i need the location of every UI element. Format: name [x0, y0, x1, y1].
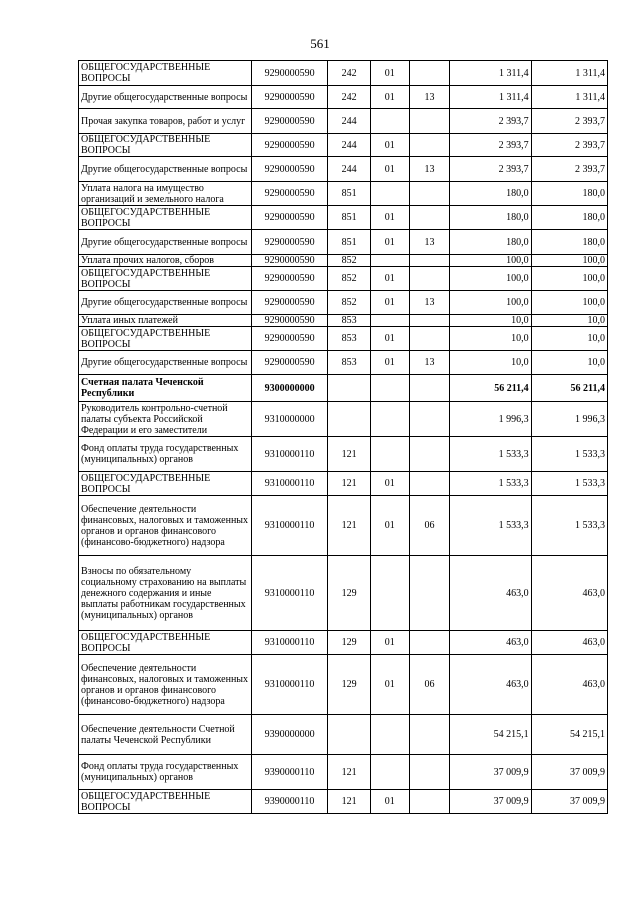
row-subsection-cell: 13 — [409, 157, 450, 182]
row-section-cell — [370, 437, 409, 472]
row-code-cell: 9290000590 — [251, 109, 327, 134]
row-amount-1-cell: 180,0 — [450, 230, 531, 255]
row-code-cell: 9390000000 — [251, 715, 327, 755]
row-section-cell — [370, 556, 409, 631]
row-code-cell: 9290000590 — [251, 182, 327, 206]
row-name-cell: Уплата налога на имущество организаций и земельного налога — [79, 182, 252, 206]
table-row — [79, 472, 608, 496]
row-name-cell: ОБЩЕГОСУДАРСТВЕННЫЕ ВОПРОСЫ — [79, 472, 252, 496]
row-name-cell: ОБЩЕГОСУДАРСТВЕННЫЕ ВОПРОСЫ — [79, 267, 252, 291]
row-section-cell: 01 — [370, 631, 409, 655]
row-expense-type-cell: 121 — [328, 472, 371, 496]
row-amount-1-cell: 463,0 — [450, 556, 531, 631]
row-section-cell: 01 — [370, 496, 409, 556]
row-subsection-cell — [409, 134, 450, 157]
table-row — [79, 437, 608, 472]
row-subsection-cell — [409, 556, 450, 631]
row-amount-1-cell: 1 311,4 — [450, 61, 531, 86]
row-expense-type-cell — [328, 375, 371, 402]
row-name-cell: Другие общегосударственные вопросы — [79, 291, 252, 315]
row-amount-2-cell: 100,0 — [531, 255, 607, 267]
row-name-cell: ОБЩЕГОСУДАРСТВЕННЫЕ ВОПРОСЫ — [79, 790, 252, 814]
row-amount-1-cell: 2 393,7 — [450, 109, 531, 134]
row-amount-1-cell: 37 009,9 — [450, 790, 531, 814]
row-amount-1-cell: 463,0 — [450, 631, 531, 655]
row-code-cell: 9310000110 — [251, 556, 327, 631]
table-body — [79, 61, 608, 814]
row-amount-2-cell: 2 393,7 — [531, 109, 607, 134]
row-amount-1-cell: 463,0 — [450, 655, 531, 715]
row-expense-type-cell: 242 — [328, 86, 371, 109]
row-amount-1-cell: 10,0 — [450, 315, 531, 327]
row-amount-2-cell: 56 211,4 — [531, 375, 607, 402]
row-code-cell: 9290000590 — [251, 206, 327, 230]
row-section-cell: 01 — [370, 86, 409, 109]
row-subsection-cell: 13 — [409, 351, 450, 375]
row-amount-1-cell: 37 009,9 — [450, 755, 531, 790]
row-section-cell: 01 — [370, 206, 409, 230]
row-amount-1-cell: 180,0 — [450, 182, 531, 206]
row-name-cell: Другие общегосударственные вопросы — [79, 157, 252, 182]
row-name-cell: ОБЩЕГОСУДАРСТВЕННЫЕ ВОПРОСЫ — [79, 134, 252, 157]
row-subsection-cell — [409, 315, 450, 327]
table-row — [79, 556, 608, 631]
page-number: 561 — [310, 36, 330, 51]
row-amount-1-cell: 10,0 — [450, 327, 531, 351]
row-amount-2-cell: 100,0 — [531, 291, 607, 315]
row-amount-2-cell: 1 996,3 — [531, 402, 607, 437]
table-row — [79, 157, 608, 182]
row-code-cell: 9290000590 — [251, 327, 327, 351]
row-name-cell: ОБЩЕГОСУДАРСТВЕННЫЕ ВОПРОСЫ — [79, 327, 252, 351]
row-expense-type-cell: 852 — [328, 291, 371, 315]
row-amount-2-cell: 10,0 — [531, 315, 607, 327]
row-code-cell: 9290000590 — [251, 291, 327, 315]
row-amount-1-cell: 1 996,3 — [450, 402, 531, 437]
row-code-cell: 9390000110 — [251, 790, 327, 814]
table-row — [79, 715, 608, 755]
row-subsection-cell — [409, 755, 450, 790]
row-amount-2-cell: 10,0 — [531, 327, 607, 351]
row-subsection-cell — [409, 182, 450, 206]
row-code-cell: 9290000590 — [251, 315, 327, 327]
row-section-cell: 01 — [370, 230, 409, 255]
row-section-cell — [370, 402, 409, 437]
row-section-cell: 01 — [370, 790, 409, 814]
row-name-cell: ОБЩЕГОСУДАРСТВЕННЫЕ ВОПРОСЫ — [79, 631, 252, 655]
table-row — [79, 109, 608, 134]
row-name-cell: ОБЩЕГОСУДАРСТВЕННЫЕ ВОПРОСЫ — [79, 206, 252, 230]
row-subsection-cell — [409, 206, 450, 230]
row-section-cell: 01 — [370, 267, 409, 291]
row-code-cell: 9310000110 — [251, 496, 327, 556]
row-subsection-cell: 06 — [409, 496, 450, 556]
row-amount-2-cell: 463,0 — [531, 631, 607, 655]
row-amount-1-cell: 10,0 — [450, 351, 531, 375]
row-amount-2-cell: 2 393,7 — [531, 134, 607, 157]
row-section-cell: 01 — [370, 351, 409, 375]
table-row — [79, 402, 608, 437]
row-amount-2-cell: 2 393,7 — [531, 157, 607, 182]
table-row — [79, 351, 608, 375]
table-row — [79, 134, 608, 157]
table-row — [79, 86, 608, 109]
table-row — [79, 790, 608, 814]
row-section-cell — [370, 109, 409, 134]
row-subsection-cell — [409, 715, 450, 755]
row-amount-2-cell: 1 311,4 — [531, 61, 607, 86]
row-section-cell: 01 — [370, 291, 409, 315]
row-subsection-cell: 13 — [409, 291, 450, 315]
row-expense-type-cell: 853 — [328, 327, 371, 351]
row-code-cell: 9290000590 — [251, 255, 327, 267]
row-section-cell — [370, 255, 409, 267]
row-amount-2-cell: 54 215,1 — [531, 715, 607, 755]
row-name-cell: Обеспечение деятельности Счетной палаты Чеченской Республики — [79, 715, 252, 755]
row-name-cell: Другие общегосударственные вопросы — [79, 351, 252, 375]
row-amount-1-cell: 180,0 — [450, 206, 531, 230]
row-amount-2-cell: 10,0 — [531, 351, 607, 375]
row-subsection-cell: 13 — [409, 230, 450, 255]
table-row — [79, 655, 608, 715]
row-code-cell: 9390000110 — [251, 755, 327, 790]
row-code-cell: 9310000110 — [251, 655, 327, 715]
row-code-cell: 9290000590 — [251, 134, 327, 157]
table-row — [79, 267, 608, 291]
row-name-cell: Уплата иных платежей — [79, 315, 252, 327]
table-row — [79, 255, 608, 267]
row-name-cell: ОБЩЕГОСУДАРСТВЕННЫЕ ВОПРОСЫ — [79, 61, 252, 86]
row-expense-type-cell: 242 — [328, 61, 371, 86]
row-expense-type-cell: 121 — [328, 496, 371, 556]
row-amount-1-cell: 1 311,4 — [450, 86, 531, 109]
row-expense-type-cell — [328, 715, 371, 755]
row-subsection-cell: 13 — [409, 86, 450, 109]
row-expense-type-cell: 851 — [328, 206, 371, 230]
row-subsection-cell — [409, 255, 450, 267]
row-expense-type-cell: 129 — [328, 631, 371, 655]
table-row — [79, 291, 608, 315]
row-amount-2-cell: 37 009,9 — [531, 790, 607, 814]
row-subsection-cell — [409, 631, 450, 655]
table-row — [79, 327, 608, 351]
row-section-cell — [370, 375, 409, 402]
table-row — [79, 182, 608, 206]
row-section-cell — [370, 715, 409, 755]
table-row — [79, 206, 608, 230]
table-row — [79, 375, 608, 402]
row-section-cell: 01 — [370, 61, 409, 86]
row-code-cell: 9290000590 — [251, 157, 327, 182]
row-expense-type-cell: 852 — [328, 267, 371, 291]
row-expense-type-cell: 853 — [328, 315, 371, 327]
budget-table — [78, 60, 608, 814]
row-section-cell: 01 — [370, 472, 409, 496]
row-name-cell: Фонд оплаты труда государственных (муниципальных) органов — [79, 437, 252, 472]
row-name-cell: Прочая закупка товаров, работ и услуг — [79, 109, 252, 134]
table-row — [79, 496, 608, 556]
row-name-cell: Другие общегосударственные вопросы — [79, 230, 252, 255]
row-subsection-cell: 06 — [409, 655, 450, 715]
row-amount-1-cell: 1 533,3 — [450, 437, 531, 472]
row-amount-1-cell: 1 533,3 — [450, 472, 531, 496]
row-name-cell: Уплата прочих налогов, сборов — [79, 255, 252, 267]
row-subsection-cell — [409, 61, 450, 86]
row-amount-1-cell: 100,0 — [450, 255, 531, 267]
row-subsection-cell — [409, 109, 450, 134]
row-section-cell — [370, 315, 409, 327]
row-amount-2-cell: 1 533,3 — [531, 472, 607, 496]
row-name-cell: Другие общегосударственные вопросы — [79, 86, 252, 109]
row-amount-2-cell: 463,0 — [531, 655, 607, 715]
table-row — [79, 315, 608, 327]
row-section-cell: 01 — [370, 655, 409, 715]
row-section-cell: 01 — [370, 327, 409, 351]
row-subsection-cell — [409, 437, 450, 472]
row-name-cell: Взносы по обязательному социальному страхованию на выплаты денежного содержания и иные выплаты работникам государственных (муниципальных) органов — [79, 556, 252, 631]
row-expense-type-cell: 244 — [328, 134, 371, 157]
row-name-cell: Счетная палата Чеченской Республики — [79, 375, 252, 402]
row-section-cell — [370, 755, 409, 790]
row-amount-2-cell: 180,0 — [531, 230, 607, 255]
row-subsection-cell — [409, 402, 450, 437]
row-expense-type-cell: 129 — [328, 655, 371, 715]
row-amount-1-cell: 100,0 — [450, 291, 531, 315]
table-row — [79, 61, 608, 86]
row-name-cell: Обеспечение деятельности финансовых, налоговых и таможенных органов и органов финансового (финансово-бюджетного) надзора — [79, 496, 252, 556]
row-name-cell: Обеспечение деятельности финансовых, налоговых и таможенных органов и органов финансового (финансово-бюджетного) надзора — [79, 655, 252, 715]
row-subsection-cell — [409, 267, 450, 291]
row-code-cell: 9290000590 — [251, 86, 327, 109]
row-amount-1-cell: 100,0 — [450, 267, 531, 291]
row-subsection-cell — [409, 327, 450, 351]
row-expense-type-cell: 121 — [328, 437, 371, 472]
row-code-cell: 9310000000 — [251, 402, 327, 437]
row-subsection-cell — [409, 472, 450, 496]
row-amount-1-cell: 56 211,4 — [450, 375, 531, 402]
row-name-cell: Фонд оплаты труда государственных (муниципальных) органов — [79, 755, 252, 790]
row-amount-1-cell: 1 533,3 — [450, 496, 531, 556]
row-amount-2-cell: 463,0 — [531, 556, 607, 631]
table-row — [79, 755, 608, 790]
row-code-cell: 9290000590 — [251, 267, 327, 291]
row-subsection-cell — [409, 375, 450, 402]
row-section-cell — [370, 182, 409, 206]
row-amount-2-cell: 37 009,9 — [531, 755, 607, 790]
row-amount-1-cell: 2 393,7 — [450, 134, 531, 157]
row-expense-type-cell — [328, 402, 371, 437]
row-amount-2-cell: 1 533,3 — [531, 496, 607, 556]
row-code-cell: 9310000110 — [251, 631, 327, 655]
row-expense-type-cell: 121 — [328, 755, 371, 790]
row-section-cell: 01 — [370, 157, 409, 182]
row-code-cell: 9290000590 — [251, 351, 327, 375]
row-amount-2-cell: 180,0 — [531, 206, 607, 230]
table-row — [79, 631, 608, 655]
row-subsection-cell — [409, 790, 450, 814]
row-amount-2-cell: 180,0 — [531, 182, 607, 206]
row-expense-type-cell: 244 — [328, 109, 371, 134]
row-expense-type-cell: 851 — [328, 230, 371, 255]
row-expense-type-cell: 244 — [328, 157, 371, 182]
row-code-cell: 9290000590 — [251, 230, 327, 255]
row-amount-2-cell: 100,0 — [531, 267, 607, 291]
row-amount-2-cell: 1 311,4 — [531, 86, 607, 109]
table-row — [79, 230, 608, 255]
row-expense-type-cell: 853 — [328, 351, 371, 375]
row-code-cell: 9290000590 — [251, 61, 327, 86]
row-name-cell: Руководитель контрольно-счетной палаты субъекта Российской Федерации и его заместители — [79, 402, 252, 437]
row-code-cell: 9310000110 — [251, 472, 327, 496]
row-expense-type-cell: 129 — [328, 556, 371, 631]
row-expense-type-cell: 852 — [328, 255, 371, 267]
row-code-cell: 9300000000 — [251, 375, 327, 402]
row-amount-1-cell: 2 393,7 — [450, 157, 531, 182]
row-section-cell: 01 — [370, 134, 409, 157]
row-amount-1-cell: 54 215,1 — [450, 715, 531, 755]
row-expense-type-cell: 121 — [328, 790, 371, 814]
row-expense-type-cell: 851 — [328, 182, 371, 206]
row-amount-2-cell: 1 533,3 — [531, 437, 607, 472]
row-code-cell: 9310000110 — [251, 437, 327, 472]
